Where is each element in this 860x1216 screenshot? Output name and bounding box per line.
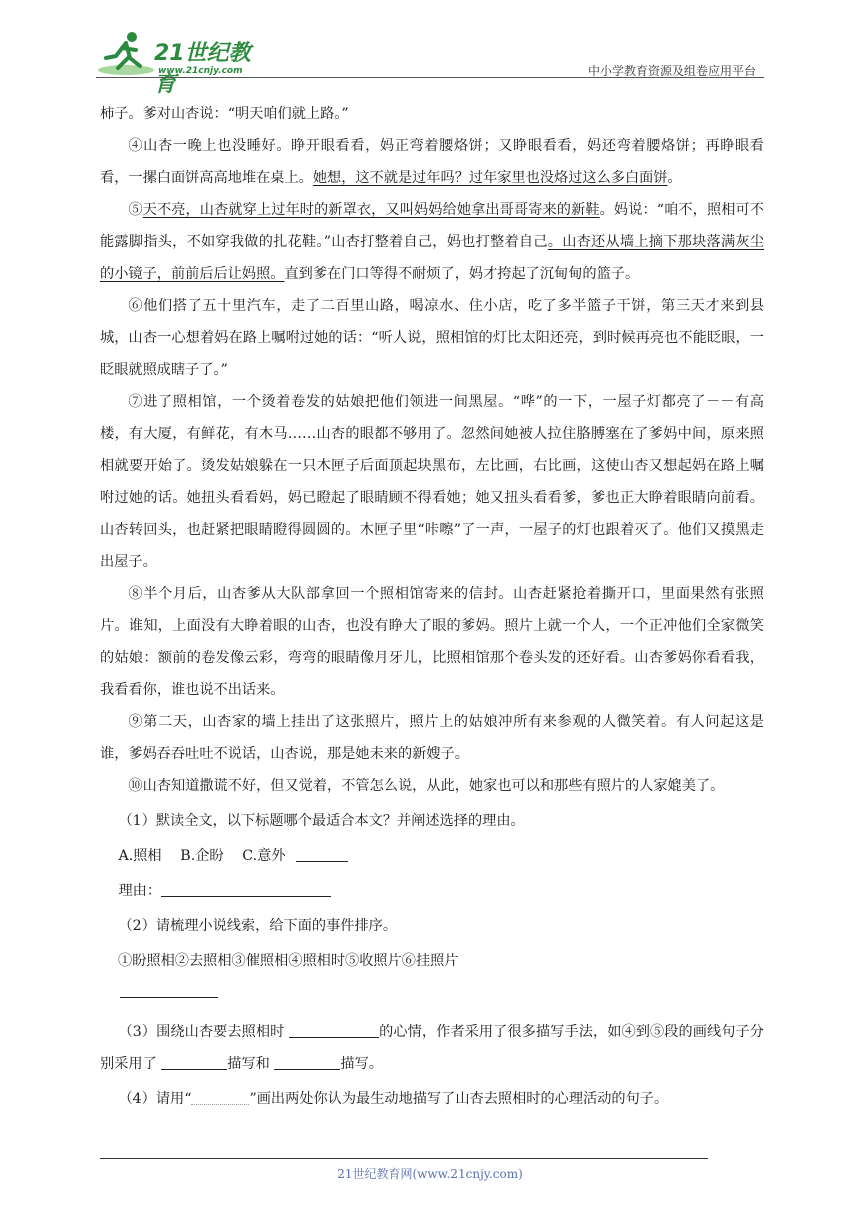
question-1-reason	[100, 875, 764, 907]
reason-label: 理由：	[118, 883, 162, 899]
document-body	[100, 98, 764, 1118]
q3-text-c: 描写和	[227, 1056, 270, 1072]
dotted-line-sample	[191, 1090, 249, 1105]
paragraph	[100, 290, 764, 386]
question-1-options	[100, 840, 764, 872]
paragraph	[100, 386, 764, 578]
paragraph	[100, 770, 764, 802]
text-run: ⑩山杏知道撒谎不好，但又觉着，不管怎么说，从此，她家也可以和那些有照片的人家媲美了。	[128, 778, 725, 794]
platform-title: 中小学教育资源及组卷应用平台	[587, 64, 756, 78]
question-2-events: ①盼照相②去照相③催照相④照相时⑤收照片⑥挂照片	[118, 953, 459, 969]
runner-logo-icon	[96, 28, 156, 78]
logo-text: 21世纪教育	[154, 41, 251, 97]
page-header	[96, 24, 764, 97]
text-run: ⑨第二天，山杏家的墙上挂出了这张照片，照片上的姑娘冲所有来参观的人微笑着。有人问起这是谁，爹妈吞吞吐吐不说话，山杏说，那是她未来的新嫂子。	[100, 714, 764, 762]
logo-url: www.21cnjy.com	[158, 66, 243, 76]
technique-blank-2[interactable]	[274, 1055, 340, 1070]
paragraph	[100, 706, 764, 770]
passage	[100, 98, 764, 802]
question-1: （1）默读全文，以下标题哪个最适合本文？并阐述选择的理由。	[118, 813, 525, 829]
technique-blank-1[interactable]	[161, 1055, 227, 1070]
question-3	[100, 1016, 764, 1080]
paragraph	[100, 578, 764, 706]
reason-blank[interactable]	[161, 882, 331, 897]
text-run: ⑤	[128, 202, 143, 218]
underlined-sentence: 。山杏还从墙上摘下那块落满灰尘的小镜子，前前后后让妈照。	[100, 234, 764, 282]
text-run: ⑦进了照相馆，一个烫着卷发的姑娘把他们领进一间黑屋。“哗”的一下，一屋子灯都亮了－－有高楼，有大厦，有鲜花，有木马……山杏的眼都不够用了。忽然间她被人拉住胳膊塞在了爹妈中间，原来照相就要开始了。烫发姑娘躲在一只木匣子后面顶起块黑布，左比画，右比画，这使山杏又想起妈在路上嘱咐过她的话。她扭头看看妈，妈已瞪起了眼睛顾不得看她；她又扭头看看爹，爹也正大睁着眼睛向前看。山杏转回头，也赶紧把眼睛瞪得圆圆的。木匣子里“咔嚓”了一声，一屋子的灯也跟着灭了。他们又摸黑走出屋子。	[100, 394, 764, 570]
q4-text-a: （4）请用“	[118, 1091, 192, 1107]
logo	[96, 28, 266, 97]
question-2: （2）请梳理小说线索，给下面的事件排序。	[118, 918, 398, 934]
q3-text-b: 的心情，作者采用了很多描写手法，如④到⑤段的画线句子分别采用了	[100, 1024, 764, 1072]
q3-text-d: 描写。	[340, 1056, 383, 1072]
text-run: 柿子。爹对山杏说：“明天咱们就上路。”	[100, 106, 349, 122]
footer-divider	[100, 1158, 708, 1159]
text-run: 。	[667, 170, 682, 186]
text-run: ⑥他们搭了五十里汽车，走了二百里山路，喝凉水、住小店，吃了多半篮子干饼，第三天才来到县城，山杏一心想着妈在路上嘱咐过她的话：“听人说，照相馆的灯比太阳还亮，到时候再亮也不能眨眼，一眨眼就照成瞎子了。”	[100, 298, 764, 378]
q3-text-a: （3）围绕山杏要去照相时	[118, 1024, 285, 1040]
paragraph	[100, 98, 764, 130]
paragraph	[100, 194, 764, 290]
mood-blank[interactable]	[289, 1023, 379, 1038]
underlined-sentence: 天不亮，山杏就穿上过年时的新罩衣，又叫妈妈给她拿出哥哥寄来的新鞋	[142, 202, 600, 218]
text-run: ⑧半个月后，山杏爹从大队部拿回一个照相馆寄来的信封。山杏赶紧抢着撕开口，里面果然有张照片。谁知，上面没有大睁着眼的山杏，也没有睁大了眼的爹妈。照片上就一个人，一个正冲他们全家微笑的姑娘：额前的卷发像云彩，弯弯的眼睛像月牙儿，比照相馆那个卷头发的还好看。山杏爹妈你看看我，我看看你，谁也说不出话来。	[100, 586, 764, 698]
answer-blank[interactable]	[296, 847, 348, 862]
question-4	[100, 1083, 764, 1115]
text-run: 直到爹在门口等得不耐烦了，妈才挎起了沉甸甸的篮子。	[284, 266, 640, 282]
q4-text-b: ”画出两处你认为最生动地描写了山杏去照相时的心理活动的句子。	[249, 1091, 669, 1107]
paragraph	[100, 130, 764, 194]
underlined-sentence: 她想，这不就是过年吗？过年家里也没烙过这么多白面饼	[312, 170, 668, 186]
footer-text: 21世纪教育网(www.21cnjy.com)	[337, 1167, 523, 1181]
options-text: A.照相 B.企盼 C.意外	[118, 848, 286, 864]
text-run: ④山杏一晚上也没睡好。睁开眼看看，妈正弯着腰烙饼；又睁眼看看，妈还弯着腰烙饼；再睁眼看看，一摞白面饼高高地堆在桌上。	[100, 138, 764, 186]
text-run: 。妈说：“咱不，照相可不能露脚指头，不如穿我做的扎花鞋。”山杏打整着自己，妈也打整着自己	[100, 202, 764, 250]
header-divider	[96, 77, 764, 78]
order-answer-blank[interactable]	[120, 987, 218, 998]
